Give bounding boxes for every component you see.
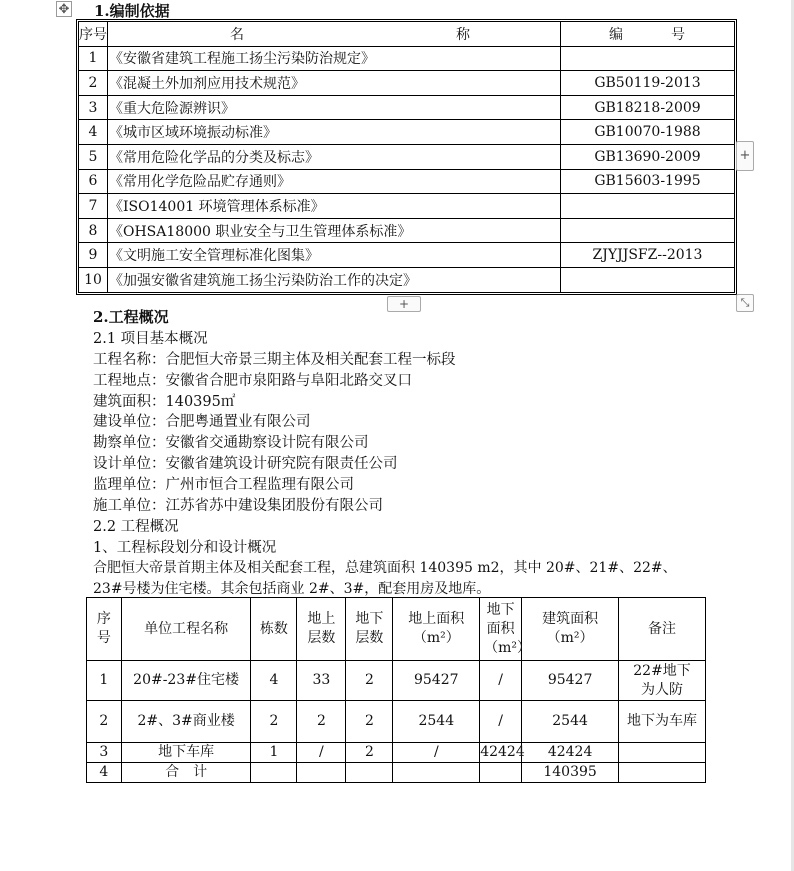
header-remark: 备注 xyxy=(619,598,706,661)
row-no: 5 xyxy=(79,144,108,169)
table-row xyxy=(79,194,735,219)
cell-area-above: 2544 xyxy=(393,701,480,743)
header-code-right: 号 xyxy=(671,27,685,43)
header-no: 序号 xyxy=(87,598,122,661)
info-line: 监理单位：广州市恒合工程监理有限公司 xyxy=(93,477,354,493)
row-code xyxy=(561,218,735,243)
cell-floors-above: 2 xyxy=(297,701,346,743)
cell-area-total: 2544 xyxy=(522,701,619,743)
cell-area-below xyxy=(480,763,522,783)
cell-area-above: 95427 xyxy=(393,661,480,701)
row-code: GB15603-1995 xyxy=(561,169,735,194)
cell-count: 2 xyxy=(251,701,297,743)
table-row xyxy=(79,267,735,292)
cell-remark: 地下为车库 xyxy=(619,701,706,743)
subsection-2-2: 2.2 工程概况 xyxy=(93,519,179,535)
row-code: ZJYJJSFZ--2013 xyxy=(561,243,735,268)
header-name: 单位工程名称 xyxy=(121,598,251,661)
cell-remark: 22#地下为人防 xyxy=(619,661,706,701)
row-name: 《常用危险化学品的分类及标志》 xyxy=(108,144,561,169)
paragraph-line: 23#号楼为住宅楼。其余包括商业 2#、3#，配套用房及地库。 xyxy=(93,581,491,597)
standards-table xyxy=(78,21,735,293)
table-row xyxy=(79,95,735,120)
table-move-handle-icon[interactable]: ✥ xyxy=(56,1,72,17)
cell-no: 4 xyxy=(87,763,122,783)
table-row xyxy=(79,46,735,71)
cell-count xyxy=(251,763,297,783)
row-name: 《加强安徽省建筑施工扬尘污染防治工作的决定》 xyxy=(108,267,561,292)
cell-floors-above: 33 xyxy=(297,661,346,701)
row-name: 《文明施工安全管理标准化图集》 xyxy=(108,243,561,268)
table-row xyxy=(79,218,735,243)
header-name xyxy=(108,22,561,47)
cell-area-below: / xyxy=(480,701,522,743)
row-no: 8 xyxy=(79,218,108,243)
cell-area-total: 95427 xyxy=(522,661,619,701)
cell-count: 4 xyxy=(251,661,297,701)
header-area-below: 地下面积（m²） xyxy=(480,598,522,661)
row-name: 《混凝土外加剂应用技术规范》 xyxy=(108,71,561,96)
row-no: 1 xyxy=(79,46,108,71)
cell-floors-below: 2 xyxy=(346,661,393,701)
row-no: 10 xyxy=(79,267,108,292)
cell-remark xyxy=(619,743,706,763)
cell-floors-above: / xyxy=(297,743,346,763)
table-row xyxy=(87,763,706,783)
cell-area-below: 42424 xyxy=(480,743,522,763)
row-code: GB10070-1988 xyxy=(561,120,735,145)
row-code xyxy=(561,46,735,71)
cell-area-below: / xyxy=(480,661,522,701)
cell-area-total: 42424 xyxy=(522,743,619,763)
info-line: 勘察单位：安徽省交通勘察设计院有限公司 xyxy=(93,435,369,451)
row-name: 《ISO14001 环境管理体系标准》 xyxy=(108,194,561,219)
row-name: 《重大危险源辨识》 xyxy=(108,95,561,120)
row-no: 3 xyxy=(79,95,108,120)
add-row-button[interactable]: + xyxy=(387,296,421,312)
add-column-button[interactable]: + xyxy=(736,141,754,171)
row-no: 7 xyxy=(79,194,108,219)
info-line: 施工单位：江苏省苏中建设集团股份有限公司 xyxy=(93,498,383,514)
subsection-2-1: 2.1 项目基本概况 xyxy=(93,331,208,347)
project-breakdown-table xyxy=(86,597,706,783)
cell-floors-below xyxy=(346,763,393,783)
header-floors-above: 地上层数 xyxy=(297,598,346,661)
cell-remark xyxy=(619,763,706,783)
header-count: 栋数 xyxy=(251,598,297,661)
row-code xyxy=(561,267,735,292)
subsection-heading: 1、工程标段划分和设计概况 xyxy=(93,540,277,556)
row-name: 《城市区域环境振动标准》 xyxy=(108,120,561,145)
row-name: 《常用化学危险品贮存通则》 xyxy=(108,169,561,194)
cell-count: 1 xyxy=(251,743,297,763)
cell-name: 合 计 xyxy=(121,763,251,783)
cell-no: 1 xyxy=(87,661,122,701)
cell-area-above xyxy=(393,763,480,783)
header-area-total: 建筑面积（m²） xyxy=(522,598,619,661)
table-row xyxy=(79,71,735,96)
info-line: 工程名称：合肥恒大帝景三期主体及相关配套工程一标段 xyxy=(93,352,456,368)
cell-no: 2 xyxy=(87,701,122,743)
cell-no: 3 xyxy=(87,743,122,763)
row-code xyxy=(561,194,735,219)
table-header-row xyxy=(87,598,706,661)
table-row xyxy=(79,120,735,145)
info-line: 建筑面积：140395㎡ xyxy=(93,394,236,410)
table-resize-icon[interactable]: ⤡ xyxy=(736,294,754,312)
table-row xyxy=(79,243,735,268)
header-name-left: 名 xyxy=(230,27,244,43)
row-code: GB13690-2009 xyxy=(561,144,735,169)
info-line: 设计单位：安徽省建筑设计研究院有限责任公司 xyxy=(93,456,398,472)
row-no: 9 xyxy=(79,243,108,268)
header-name-right: 称 xyxy=(456,27,470,43)
table-row xyxy=(87,661,706,701)
header-floors-below: 地下层数 xyxy=(346,598,393,661)
section2-title: 2.工程概况 xyxy=(93,308,169,326)
header-area-above: 地上面积（m²） xyxy=(393,598,480,661)
row-no: 2 xyxy=(79,71,108,96)
row-name: 《安徽省建筑工程施工扬尘污染防治规定》 xyxy=(108,46,561,71)
info-line: 建设单位：合肥粤通置业有限公司 xyxy=(93,414,311,430)
section1-title: 1.编制依据 xyxy=(94,2,170,20)
cell-area-total: 140395 xyxy=(522,763,619,783)
row-no: 6 xyxy=(79,169,108,194)
row-code: GB50119-2013 xyxy=(561,71,735,96)
paragraph-line: 合肥恒大帝景首期主体及相关配套工程，总建筑面积 140395 m2，其中 20#、21#、22#、 xyxy=(93,560,677,576)
cell-floors-below: 2 xyxy=(346,701,393,743)
table-row xyxy=(79,144,735,169)
table-header-row xyxy=(79,22,735,47)
cell-name: 20#-23#住宅楼 xyxy=(121,661,251,701)
cell-area-above: / xyxy=(393,743,480,763)
cell-floors-below: 2 xyxy=(346,743,393,763)
row-name: 《OHSA18000 职业安全与卫生管理体系标准》 xyxy=(108,218,561,243)
cell-name: 地下车库 xyxy=(121,743,251,763)
table-row xyxy=(87,743,706,763)
cell-floors-above xyxy=(297,763,346,783)
row-code: GB18218-2009 xyxy=(561,95,735,120)
table-row xyxy=(87,701,706,743)
row-no: 4 xyxy=(79,120,108,145)
table-row xyxy=(79,169,735,194)
header-code-left: 编 xyxy=(609,27,623,43)
header-no: 序号 xyxy=(79,22,108,47)
header-code xyxy=(561,22,735,47)
cell-name: 2#、3#商业楼 xyxy=(121,701,251,743)
info-line: 工程地点：安徽省合肥市泉阳路与阜阳北路交叉口 xyxy=(93,373,412,389)
